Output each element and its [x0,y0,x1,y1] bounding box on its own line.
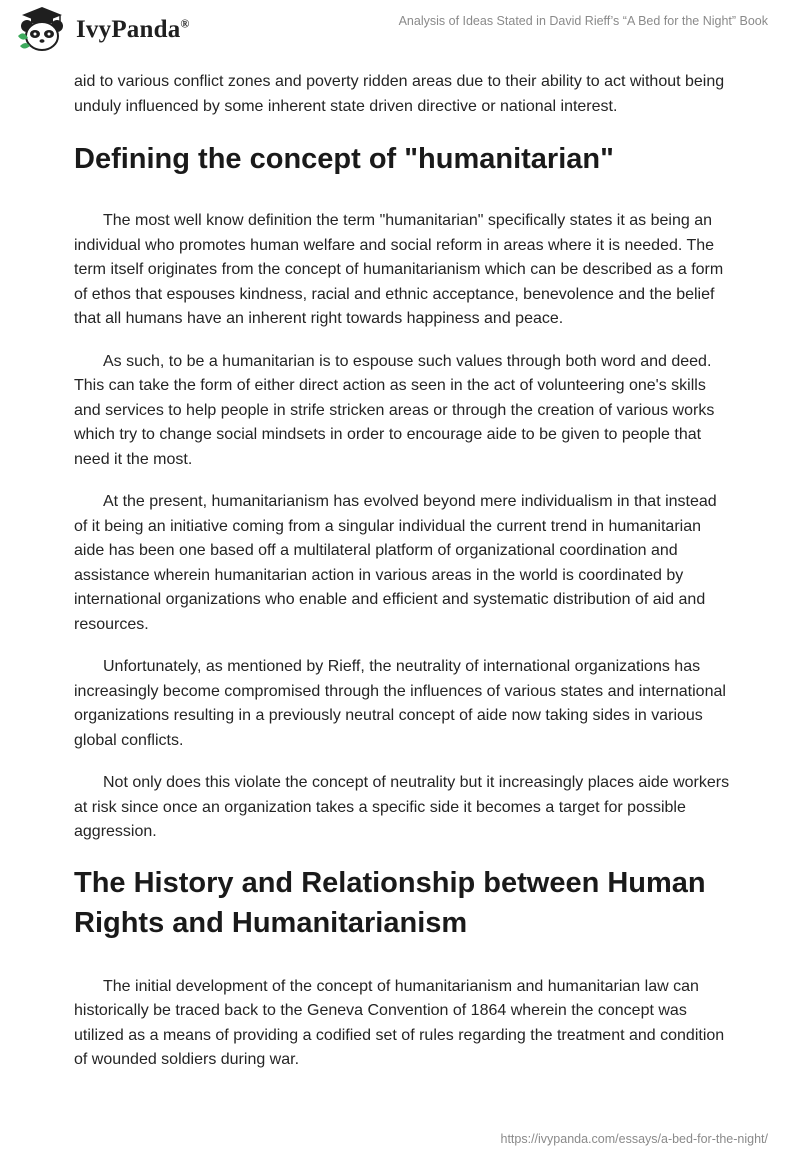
panda-graduate-icon [14,6,70,52]
paragraph: The most well know definition the term "humanitarian" specifically states it as being an individual who promotes human welfare and social reform in areas where it is needed. The term itself originates from the concept of humanitarianism which can be described as a form of ethos that espouses kindness, racial and ethnic acceptance, benevolence and the belief that all humans have an inherent right towards happiness and peace. [74,212,724,327]
ivypanda-logo[interactable] [14,6,190,52]
paragraph: Not only does this violate the concept of neutrality but it increasingly places aide workers at risk since once an organization takes a specific side it becomes a target for possible aggression. [74,774,730,840]
heading-defining-humanitarian: Defining the concept of "humanitarian" [74,143,614,175]
heading-history-relationship: The History and Relationship between Human Rights and Humanitarianism [74,866,706,939]
paragraph: The initial development of the concept of humanitarianism and humanitarian law can historically be traced back to the Geneva Convention of 1864 wherein the concept was utilized as a means of providing a codified set of rules regarding the treatment and condition of wounded soldiers during war. [74,977,725,1068]
paragraph-intro: aid to various conflict zones and poverty ridden areas due to their ability to act without being unduly influenced by some inherent state driven directive or national interest. [74,73,725,115]
page-header [0,0,800,60]
paragraph: As such, to be a humanitarian is to espouse such values through both word and deed. This can take the form of either direct action as seen in the act of volunteering one's skills and services to help people in strife stricken areas or through the creation of various works which try to change social mindsets in order to encourage aide to be given to people that need it the most. [74,352,715,468]
brand-name: IvyPanda® [76,16,190,43]
paragraph: Unfortunately, as mentioned by Rieff, the neutrality of international organizations has increasingly become compromised through the influences of various states and international organizations resulting in a previously neutral concept of aide now taking sides in various global conflicts. [74,658,726,749]
essay-content [74,70,730,1091]
document-title: Analysis of Ideas Stated in David Rieff’s “A Bed for the Night” Book [398,14,768,28]
source-url-link[interactable]: https://ivypanda.com/essays/a-bed-for-the-night/ [500,1132,768,1146]
paragraph: At the present, humanitarianism has evolved beyond mere individualism in that instead of it being an initiative coming from a singular individual the current trend in humanitarian aide has been one based off a multilateral platform of organizational coordination and assistance wherein humanitarian action in various areas in the world is coordinated by international organizations who enable and efficient and systematic distribution of aid and resources. [74,493,717,633]
